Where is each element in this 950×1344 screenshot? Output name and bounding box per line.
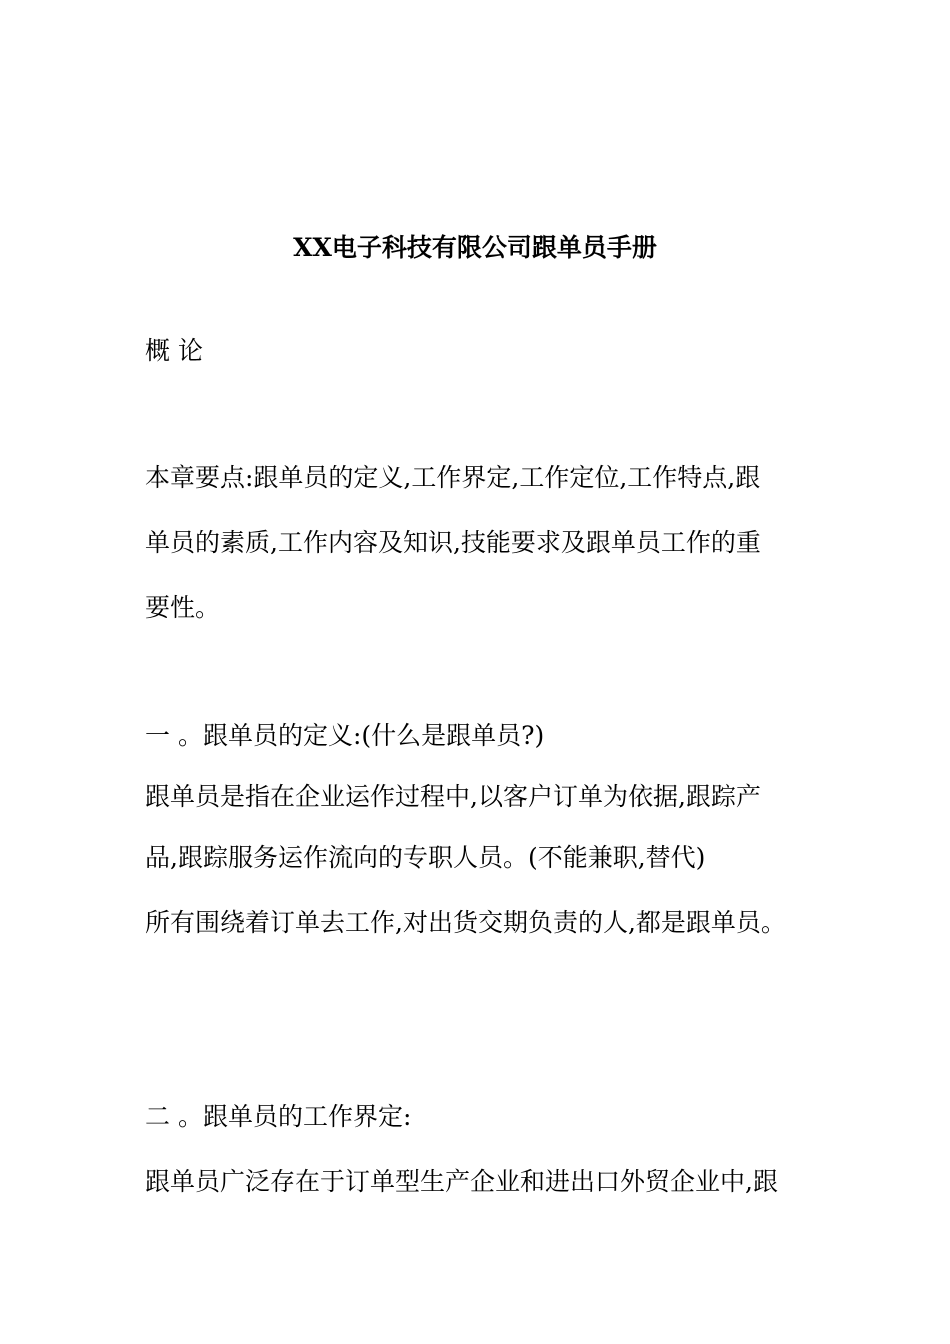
key-points-line-2: 单员的素质,工作内容及知识,技能要求及跟单员工作的重 [145, 528, 761, 557]
section-2-heading: 二 。跟单员的工作界定: [145, 1102, 412, 1131]
document-title: XX电子科技有限公司跟单员手册 [293, 233, 657, 262]
section-1-line-1: 跟单员是指在企业运作过程中,以客户订单为依据,跟踪产 [145, 782, 761, 811]
key-points-line-3: 要性。 [145, 593, 221, 622]
key-points-line-1: 本章要点:跟单员的定义,工作界定,工作定位,工作特点,跟 [145, 463, 761, 492]
section-1-line-2: 品,跟踪服务运作流向的专职人员。(不能兼职,替代) [145, 843, 706, 872]
section-1-heading: 一 。跟单员的定义:(什么是跟单员?) [145, 721, 545, 750]
section-2-line-1: 跟单员广泛存在于订单型生产企业和进出口外贸企业中,跟 [145, 1167, 778, 1196]
chapter-heading: 概 论 [145, 336, 203, 365]
section-1-line-3: 所有围绕着订单去工作,对出货交期负责的人,都是跟单员。 [145, 908, 786, 937]
